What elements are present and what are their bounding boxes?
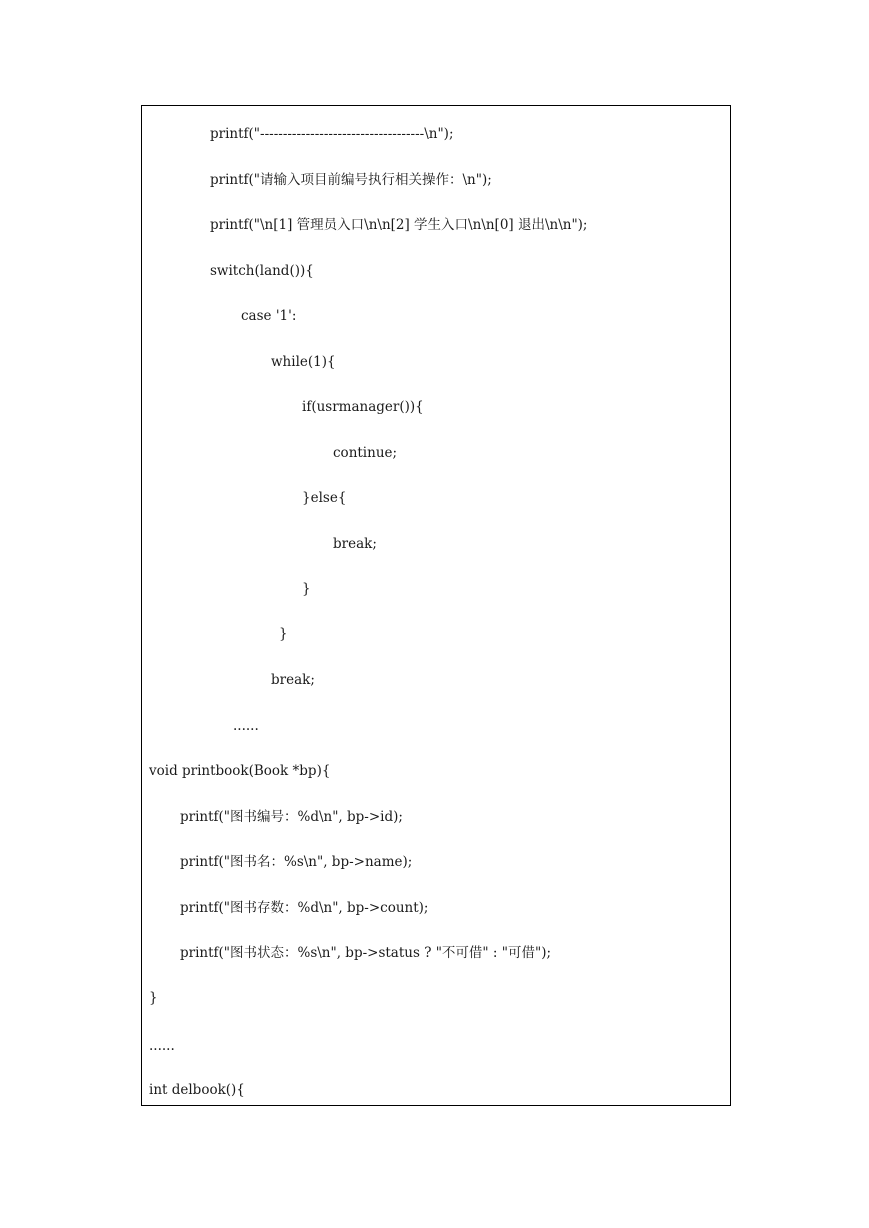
code-listing [141, 105, 731, 1106]
code-line: printf("图书状态：%s\n", bp->status ? "不可借" : "可借"); [180, 945, 552, 961]
code-line: break; [271, 672, 315, 688]
code-line: }else{ [302, 490, 347, 506]
code-line: printf("图书编号：%d\n", bp->id); [180, 809, 403, 825]
code-line: printf("\n[1] 管理员入口\n\n[2] 学生入口\n\n[0] 退出\n\n"); [210, 217, 588, 233]
code-line: } [149, 990, 158, 1006]
code-line: while(1){ [271, 354, 336, 370]
code-line: printf("图书名：%s\n", bp->name); [180, 854, 413, 870]
code-line: } [302, 581, 311, 597]
code-line: printf("图书存数：%d\n", bp->count); [180, 900, 429, 916]
code-line: } [279, 626, 288, 642]
code-line: switch(land()){ [210, 263, 314, 279]
code-line: if(usrmanager()){ [302, 399, 424, 415]
code-line: continue; [333, 445, 398, 461]
code-line: printf("请输入项目前编号执行相关操作：\n"); [210, 172, 492, 188]
code-line: printf("------------------------------------\n"); [210, 126, 454, 142]
code-line: ...... [149, 1038, 175, 1054]
code-line: break; [333, 536, 377, 552]
code-line: int delbook(){ [149, 1082, 245, 1098]
code-line: ...... [233, 718, 259, 734]
code-line: void printbook(Book *bp){ [149, 763, 331, 779]
code-line: case '1': [241, 308, 297, 324]
